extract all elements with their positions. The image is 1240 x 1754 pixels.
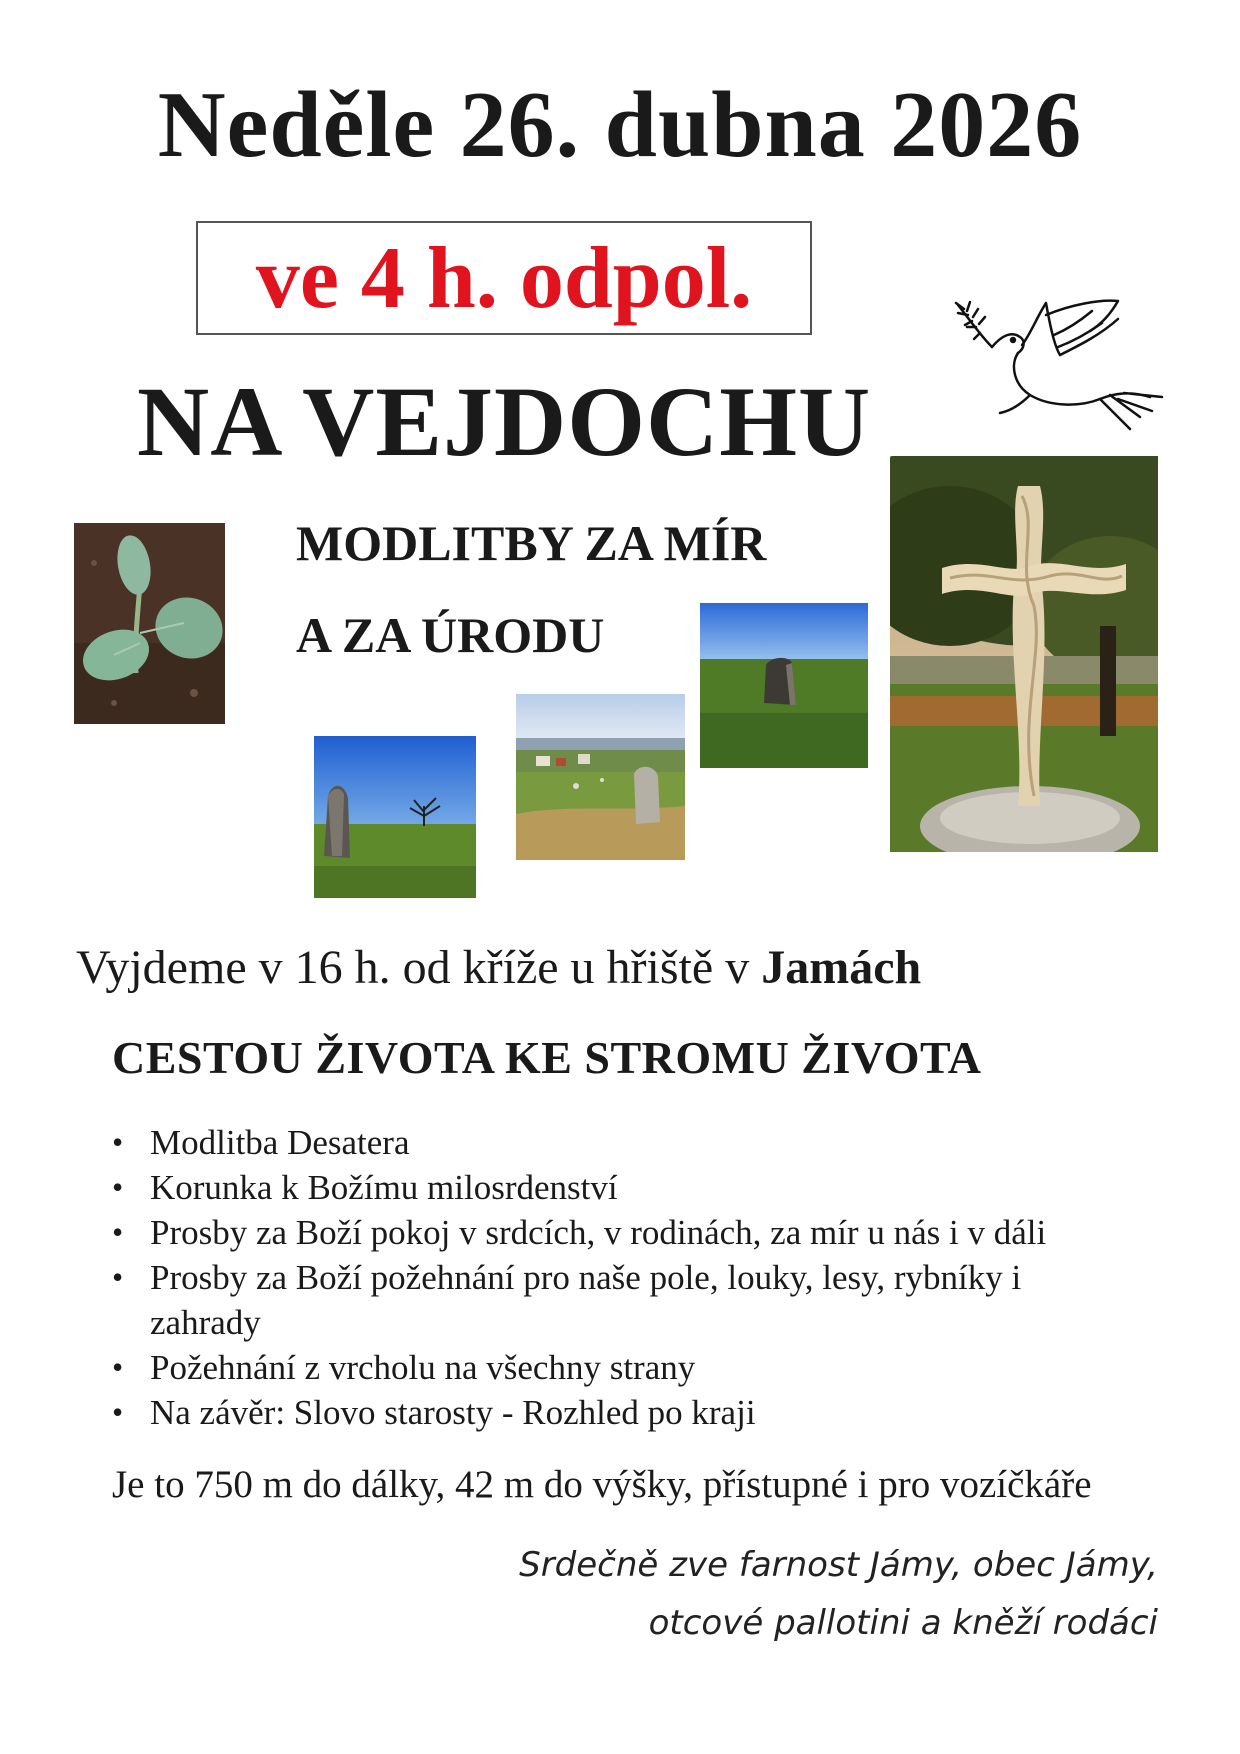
departure-text (76, 941, 922, 994)
subtitle-line-2: A ZA ÚRODU (296, 607, 605, 663)
dove-icon (950, 295, 1170, 450)
event-date: Neděle 26. dubna 2026 (157, 73, 1083, 177)
route-heading: CESTOU ŽIVOTA KE STROMU ŽIVOTA (112, 1032, 982, 1083)
list-item: • Požehnání z vrcholu na všechny strany (112, 1345, 1132, 1390)
list-item: • Prosby za Boží požehnání pro naše pole, louky, lesy, rybníky i zahrady (112, 1255, 1132, 1345)
program-list (112, 1120, 1132, 1435)
distance-info: Je to 750 m do dálky, 42 m do výšky, přístupné i pro vozíčkáře (112, 1463, 1092, 1506)
departure-place: Jamách (761, 941, 922, 994)
list-item: • Korunka k Božímu milosrdenství (112, 1165, 1132, 1210)
subtitle-line-1: MODLITBY ZA MÍR (296, 515, 767, 571)
event-time: ve 4 h. odpol. (255, 230, 753, 327)
time-box (196, 221, 812, 335)
village-view-stone-photo (516, 694, 685, 860)
event-place: NA VEJDOCHU (137, 366, 872, 477)
plant-seedling-photo (74, 523, 225, 724)
list-item: • Prosby za Boží pokoj v srdcích, v rodinách, za mír u nás i v dáli (112, 1210, 1132, 1255)
departure-text-main: Vyjdeme v 16 h. od kříže u hřiště v (76, 941, 762, 994)
carved-cross-tree-photo (890, 456, 1158, 852)
dark-stone-field-photo (700, 603, 868, 768)
invitation-line-1: Srdečně zve farnost Jámy, obec Jámy, (519, 1545, 1158, 1585)
list-item: • Na závěr: Slovo starosty - Rozhled po kraji (112, 1390, 1132, 1435)
list-item: • Modlitba Desatera (112, 1120, 1132, 1165)
standing-stone-meadow-photo (314, 736, 476, 898)
invitation-line-2: otcové pallotini a kněží rodáci (648, 1603, 1158, 1643)
